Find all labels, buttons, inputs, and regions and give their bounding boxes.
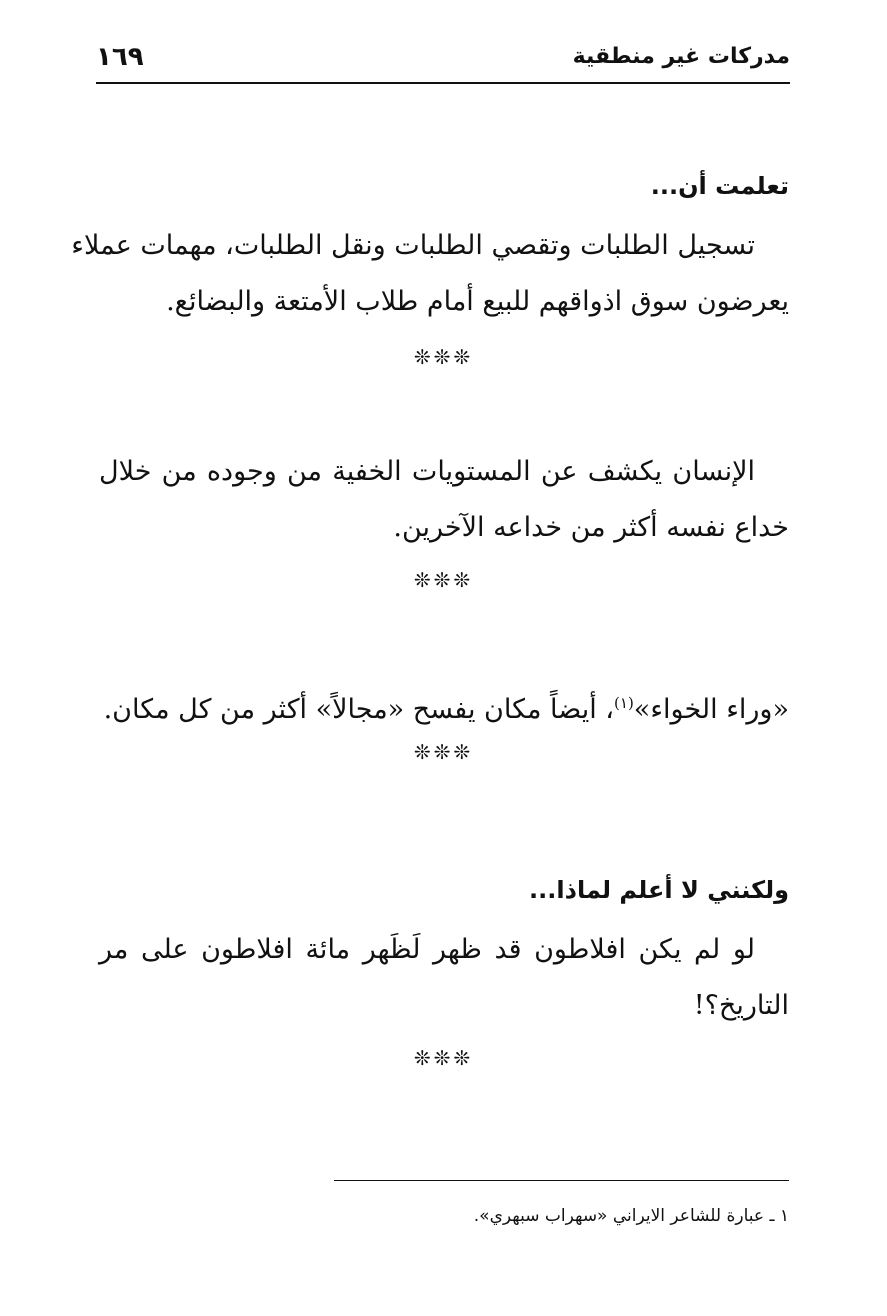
paragraph-line: يعرضون سوق اذواقهم للبيع أمام طلاب الأمتعة والبضائع. — [166, 286, 789, 317]
paragraph — [99, 922, 789, 1034]
sentence-continuation: ، أيضاً مكان يفسح «مجالاً» أكثر من كل مكان. — [103, 694, 615, 725]
quoted-phrase: «وراء الخواء» — [633, 694, 789, 725]
section-separator: ❊❊❊ — [413, 568, 474, 592]
section-heading: ولكنني لا أعلم لماذا... — [529, 876, 789, 904]
section-separator: ❊❊❊ — [413, 1046, 474, 1070]
section-separator: ❊❊❊ — [413, 740, 474, 764]
paragraph-line — [99, 675, 789, 738]
running-title: مدركات غير منطقية — [572, 44, 790, 69]
paragraph-line: خداع نفسه أكثر من خداعه الآخرين. — [393, 512, 789, 543]
section-separator: ❊❊❊ — [413, 345, 474, 369]
page-number: ١٦٩ — [96, 42, 144, 72]
paragraph — [99, 444, 789, 556]
section-heading: تعلمت أن... — [650, 172, 789, 200]
paragraph — [71, 218, 789, 330]
paragraph-line: الإنسان يكشف عن المستويات الخفية من وجوده من خلال — [99, 456, 755, 487]
footnote: ١ ـ عبارة للشاعر الايراني «سهراب سبهري». — [473, 1206, 789, 1226]
paragraph-line: لو لم يكن افلاطون قد ظهر لَظَهر مائة افلاطون على مر — [99, 934, 755, 965]
footnote-reference: (١) — [614, 694, 634, 712]
page-header — [96, 38, 790, 84]
footnote-divider — [334, 1180, 789, 1181]
paragraph — [99, 675, 789, 738]
paragraph-line: تسجيل الطلبات وتقصي الطلبات ونقل الطلبات، مهمات عملاء — [71, 230, 755, 261]
paragraph-line: التاريخ؟! — [693, 990, 789, 1021]
